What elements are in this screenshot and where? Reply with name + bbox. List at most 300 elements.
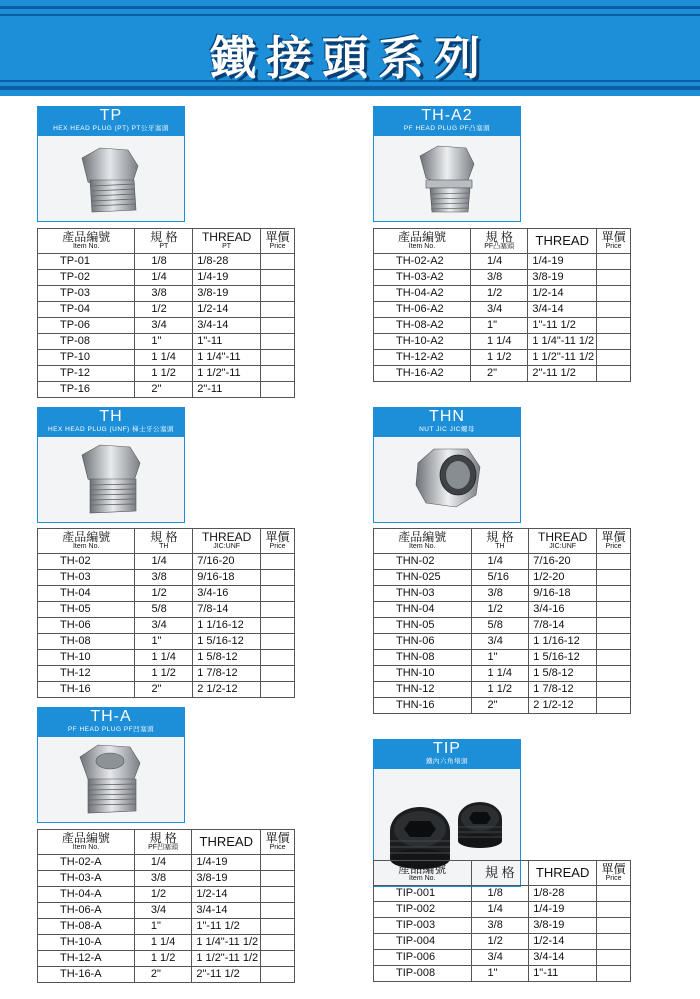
thread-cell: 3/8-19 bbox=[529, 918, 597, 934]
table-row bbox=[38, 634, 295, 650]
thread-cell: 1 1/2"-11 bbox=[193, 366, 261, 382]
size-cell: 2" bbox=[135, 682, 193, 698]
page-title: 鐵接頭系列 bbox=[210, 31, 490, 85]
price-cell bbox=[597, 334, 631, 350]
thread-cell: 1 7/8-12 bbox=[193, 666, 261, 682]
table-row bbox=[38, 919, 295, 935]
thread-cell: 3/4-14 bbox=[193, 318, 261, 334]
price-cell bbox=[261, 286, 295, 302]
item-no-cell: THN-10 bbox=[374, 666, 472, 682]
section-code: TH-A bbox=[90, 708, 132, 725]
price-cell bbox=[597, 270, 631, 286]
thread-cell: 3/4-14 bbox=[529, 950, 597, 966]
thread-cell: 1/2-14 bbox=[528, 286, 597, 302]
thread-cell: 1 1/4"-11 bbox=[193, 350, 261, 366]
size-cell: 1/8 bbox=[471, 886, 529, 902]
price-cell bbox=[597, 902, 631, 918]
size-cell: 1 1/2 bbox=[135, 666, 193, 682]
table-row bbox=[374, 666, 631, 682]
price-cell bbox=[261, 650, 295, 666]
column-header: THREAD bbox=[529, 861, 597, 886]
table-row bbox=[374, 302, 631, 318]
thread-cell: 3/4-16 bbox=[529, 602, 597, 618]
thread-cell: 1/4-19 bbox=[528, 254, 597, 270]
item-no-cell: TIP-008 bbox=[374, 966, 472, 982]
price-cell bbox=[261, 602, 295, 618]
price-cell bbox=[261, 554, 295, 570]
thread-cell: 3/8-19 bbox=[192, 871, 261, 887]
size-cell: 1/2 bbox=[470, 286, 527, 302]
size-cell: 3/8 bbox=[470, 270, 527, 286]
size-cell: 1 1/2 bbox=[134, 951, 191, 967]
price-cell bbox=[261, 682, 295, 698]
table-row bbox=[374, 918, 631, 934]
column-header: 產品編號 Item No. bbox=[374, 229, 471, 254]
column-header: 單價 Price bbox=[261, 229, 295, 254]
table-row bbox=[38, 967, 295, 983]
section-code: TH bbox=[99, 408, 123, 425]
table-row bbox=[374, 934, 631, 950]
thread-cell: 1/8-28 bbox=[529, 886, 597, 902]
size-cell: 3/4 bbox=[471, 950, 529, 966]
thread-cell: 3/8-19 bbox=[528, 270, 597, 286]
th-a2-spec-table bbox=[373, 228, 631, 382]
section-header bbox=[373, 106, 521, 136]
size-cell: 2" bbox=[471, 698, 529, 714]
thread-cell: 3/8-19 bbox=[193, 286, 261, 302]
item-no-cell: TH-06 bbox=[38, 618, 135, 634]
size-cell: 5/8 bbox=[135, 602, 193, 618]
size-cell: 1" bbox=[134, 919, 191, 935]
section-header bbox=[37, 407, 185, 437]
price-cell bbox=[597, 254, 631, 270]
price-cell bbox=[261, 254, 295, 270]
table-row bbox=[38, 951, 295, 967]
price-cell bbox=[597, 950, 631, 966]
size-cell: 1/2 bbox=[471, 602, 529, 618]
item-no-cell: THN-02 bbox=[374, 554, 472, 570]
thread-cell: 1 5/16-12 bbox=[529, 650, 597, 666]
size-cell: 1/2 bbox=[135, 586, 193, 602]
item-no-cell: TH-04-A bbox=[38, 887, 135, 903]
price-cell bbox=[597, 586, 631, 602]
tip-spec-table bbox=[373, 860, 631, 982]
table-row bbox=[374, 634, 631, 650]
price-cell bbox=[597, 918, 631, 934]
section-description: PF HEAD PLUG PF凸塞頭 bbox=[403, 125, 491, 132]
tp-spec-table bbox=[37, 228, 295, 398]
table-row bbox=[374, 698, 631, 714]
column-header: 規 格 TH bbox=[471, 529, 529, 554]
column-header: 單價 Price bbox=[597, 861, 631, 886]
item-no-cell: TH-05 bbox=[38, 602, 135, 618]
item-no-cell: TH-03 bbox=[38, 570, 135, 586]
price-cell bbox=[261, 887, 295, 903]
table-row bbox=[374, 366, 631, 382]
section-header bbox=[373, 739, 521, 769]
item-no-cell: TIP-002 bbox=[374, 902, 472, 918]
size-cell: 1 1/4 bbox=[135, 350, 193, 366]
price-cell bbox=[261, 903, 295, 919]
item-no-cell: TP-03 bbox=[38, 286, 135, 302]
item-no-cell: TIP-003 bbox=[374, 918, 472, 934]
size-cell: 1 1/4 bbox=[470, 334, 527, 350]
table-row bbox=[374, 286, 631, 302]
section-description: HEX HEAD PLUG (UNF) 梯士牙公塞頭 bbox=[47, 426, 175, 433]
size-cell: 1" bbox=[471, 966, 529, 982]
price-cell bbox=[261, 586, 295, 602]
table-row bbox=[374, 886, 631, 902]
price-cell bbox=[597, 350, 631, 366]
table-row bbox=[374, 554, 631, 570]
column-header: 單價 Price bbox=[261, 529, 295, 554]
column-header: 規 格 PF凹塞頭 bbox=[134, 830, 191, 855]
column-header: 規 格 TH bbox=[135, 529, 193, 554]
jic-nut-photo bbox=[373, 437, 521, 523]
thread-cell: 1/2-14 bbox=[193, 302, 261, 318]
thread-cell: 7/8-14 bbox=[529, 618, 597, 634]
item-no-cell: TH-02-A2 bbox=[374, 254, 471, 270]
thread-cell: 1/8-28 bbox=[193, 254, 261, 270]
item-no-cell: TH-06-A2 bbox=[374, 302, 471, 318]
item-no-cell: TIP-004 bbox=[374, 934, 472, 950]
thread-cell: 1 5/8-12 bbox=[193, 650, 261, 666]
item-no-cell: TIP-006 bbox=[374, 950, 472, 966]
price-cell bbox=[261, 350, 295, 366]
thread-cell: 1/2-20 bbox=[529, 570, 597, 586]
thread-cell: 1/4-19 bbox=[529, 902, 597, 918]
table-row bbox=[374, 682, 631, 698]
table-row bbox=[38, 586, 295, 602]
price-cell bbox=[261, 334, 295, 350]
section-code: TIP bbox=[433, 740, 461, 757]
size-cell: 1 1/2 bbox=[471, 682, 529, 698]
size-cell: 3/4 bbox=[135, 318, 193, 334]
table-row bbox=[374, 586, 631, 602]
size-cell: 3/8 bbox=[471, 586, 529, 602]
pf-raised-head-plug-photo bbox=[373, 136, 521, 222]
price-cell bbox=[597, 966, 631, 982]
table-row bbox=[38, 618, 295, 634]
price-cell bbox=[261, 871, 295, 887]
size-cell: 5/8 bbox=[471, 618, 529, 634]
table-row bbox=[38, 602, 295, 618]
price-cell bbox=[261, 919, 295, 935]
table-row bbox=[38, 650, 295, 666]
item-no-cell: TH-10-A2 bbox=[374, 334, 471, 350]
item-no-cell: TH-04 bbox=[38, 586, 135, 602]
price-cell bbox=[597, 318, 631, 334]
item-no-cell: TH-16-A2 bbox=[374, 366, 471, 382]
item-no-cell: TH-02 bbox=[38, 554, 135, 570]
thread-cell: 1 1/4"-11 1/2 bbox=[528, 334, 597, 350]
column-header: 產品編號 Item No. bbox=[374, 861, 472, 886]
thread-cell: 1"-11 1/2 bbox=[192, 919, 261, 935]
column-header: THREAD JIC:UNF bbox=[193, 529, 261, 554]
item-no-cell: TH-12-A2 bbox=[374, 350, 471, 366]
column-header: 產品編號 Item No. bbox=[374, 529, 472, 554]
section-header bbox=[37, 707, 185, 737]
price-cell bbox=[261, 951, 295, 967]
item-no-cell: TP-10 bbox=[38, 350, 135, 366]
table-row bbox=[38, 270, 295, 286]
table-row bbox=[374, 650, 631, 666]
item-no-cell: TH-10 bbox=[38, 650, 135, 666]
price-cell bbox=[261, 366, 295, 382]
thread-cell: 2 1/2-12 bbox=[529, 698, 597, 714]
section-code: THN bbox=[429, 408, 465, 425]
table-row bbox=[38, 871, 295, 887]
price-cell bbox=[597, 682, 631, 698]
price-cell bbox=[261, 618, 295, 634]
size-cell: 2" bbox=[134, 967, 191, 983]
size-cell: 3/8 bbox=[471, 918, 529, 934]
table-row bbox=[374, 270, 631, 286]
price-cell bbox=[597, 650, 631, 666]
price-cell bbox=[597, 666, 631, 682]
item-no-cell: THN-12 bbox=[374, 682, 472, 698]
size-cell: 3/8 bbox=[135, 570, 193, 586]
item-no-cell: THN-05 bbox=[374, 618, 472, 634]
table-row bbox=[38, 855, 295, 871]
thread-cell: 1"-11 1/2 bbox=[528, 318, 597, 334]
item-no-cell: TP-16 bbox=[38, 382, 135, 398]
price-cell bbox=[261, 570, 295, 586]
column-header: 規 格 PF凸塞頭 bbox=[470, 229, 527, 254]
column-header: THREAD bbox=[192, 830, 261, 855]
size-cell: 1/4 bbox=[135, 270, 193, 286]
item-no-cell: TP-02 bbox=[38, 270, 135, 286]
size-cell: 2" bbox=[470, 366, 527, 382]
column-header: 單價 Price bbox=[597, 529, 631, 554]
size-cell: 1 1/4 bbox=[471, 666, 529, 682]
size-cell: 1/4 bbox=[471, 902, 529, 918]
size-cell: 3/4 bbox=[134, 903, 191, 919]
thread-cell: 3/4-14 bbox=[528, 302, 597, 318]
section-header bbox=[373, 407, 521, 437]
column-header: 單價 Price bbox=[261, 830, 295, 855]
table-row bbox=[38, 302, 295, 318]
section-header bbox=[37, 106, 185, 136]
price-cell bbox=[261, 302, 295, 318]
item-no-cell: TH-02-A bbox=[38, 855, 135, 871]
th-a-spec-table bbox=[37, 829, 295, 983]
table-row bbox=[38, 903, 295, 919]
thread-cell: 7/8-14 bbox=[193, 602, 261, 618]
table-row bbox=[38, 254, 295, 270]
price-cell bbox=[261, 855, 295, 871]
thread-cell: 1 1/16-12 bbox=[529, 634, 597, 650]
item-no-cell: TH-03-A bbox=[38, 871, 135, 887]
item-no-cell: TH-08-A bbox=[38, 919, 135, 935]
thread-cell: 1"-11 bbox=[529, 966, 597, 982]
column-header: THREAD bbox=[528, 229, 597, 254]
thread-cell: 1 1/2"-11 1/2 bbox=[528, 350, 597, 366]
size-cell: 1/4 bbox=[135, 554, 193, 570]
item-no-cell: TH-16 bbox=[38, 682, 135, 698]
table-row bbox=[374, 602, 631, 618]
size-cell: 1 1/2 bbox=[470, 350, 527, 366]
size-cell: 1 1/4 bbox=[134, 935, 191, 951]
price-cell bbox=[597, 286, 631, 302]
item-no-cell: TH-03-A2 bbox=[374, 270, 471, 286]
table-row bbox=[38, 682, 295, 698]
table-row bbox=[374, 318, 631, 334]
thread-cell: 7/16-20 bbox=[193, 554, 261, 570]
table-row bbox=[38, 935, 295, 951]
column-header: THREAD JIC:UNF bbox=[529, 529, 597, 554]
thread-cell: 9/16-18 bbox=[193, 570, 261, 586]
column-header: 單價 Price bbox=[597, 229, 631, 254]
table-row bbox=[374, 570, 631, 586]
item-no-cell: TP-12 bbox=[38, 366, 135, 382]
size-cell: 1/4 bbox=[134, 855, 191, 871]
item-no-cell: TH-12-A bbox=[38, 951, 135, 967]
thread-cell: 1 5/8-12 bbox=[529, 666, 597, 682]
table-row bbox=[38, 666, 295, 682]
item-no-cell: THN-08 bbox=[374, 650, 472, 666]
table-row bbox=[374, 350, 631, 366]
table-row bbox=[38, 554, 295, 570]
thread-cell: 1 1/16-12 bbox=[193, 618, 261, 634]
price-cell bbox=[597, 602, 631, 618]
thread-cell: 1"-11 bbox=[193, 334, 261, 350]
section-code: TH-A2 bbox=[421, 107, 473, 124]
price-cell bbox=[597, 634, 631, 650]
size-cell: 3/4 bbox=[470, 302, 527, 318]
item-no-cell: TP-01 bbox=[38, 254, 135, 270]
thread-cell: 2"-11 1/2 bbox=[192, 967, 261, 983]
section-description: HEX HEAD PLUG (PT) PT公牙塞頭 bbox=[53, 125, 169, 132]
item-no-cell: TIP-001 bbox=[374, 886, 472, 902]
item-no-cell: TH-12 bbox=[38, 666, 135, 682]
thread-cell: 2"-11 1/2 bbox=[528, 366, 597, 382]
table-row bbox=[38, 887, 295, 903]
price-cell bbox=[261, 382, 295, 398]
column-header: 產品編號 Item No. bbox=[38, 830, 135, 855]
section-code: TP bbox=[99, 107, 123, 124]
size-cell: 1/4 bbox=[471, 554, 529, 570]
table-row bbox=[38, 570, 295, 586]
size-cell: 3/8 bbox=[134, 871, 191, 887]
table-row bbox=[38, 334, 295, 350]
price-cell bbox=[261, 634, 295, 650]
item-no-cell: TP-04 bbox=[38, 302, 135, 318]
table-row bbox=[38, 350, 295, 366]
pf-recessed-head-plug-photo bbox=[37, 737, 185, 823]
thread-cell: 1/2-14 bbox=[192, 887, 261, 903]
price-cell bbox=[261, 318, 295, 334]
thread-cell: 2 1/2-12 bbox=[193, 682, 261, 698]
item-no-cell: TH-10-A bbox=[38, 935, 135, 951]
thn-spec-table bbox=[373, 528, 631, 714]
item-no-cell: TH-04-A2 bbox=[374, 286, 471, 302]
price-cell bbox=[597, 302, 631, 318]
section-description: PF HEAD PLUG PF凹塞頭 bbox=[67, 726, 155, 733]
price-cell bbox=[597, 554, 631, 570]
price-cell bbox=[597, 570, 631, 586]
price-cell bbox=[261, 270, 295, 286]
thread-cell: 1/4-19 bbox=[193, 270, 261, 286]
size-cell: 1 1/2 bbox=[135, 366, 193, 382]
size-cell: 1" bbox=[471, 650, 529, 666]
thread-cell: 1 1/4"-11 1/2 bbox=[192, 935, 261, 951]
item-no-cell: TH-06-A bbox=[38, 903, 135, 919]
item-no-cell: THN-025 bbox=[374, 570, 472, 586]
price-cell bbox=[261, 967, 295, 983]
table-row bbox=[38, 286, 295, 302]
table-row bbox=[38, 382, 295, 398]
column-header: 產品編號 Item No. bbox=[38, 229, 135, 254]
section-description: NUT JIC JIC螺母 bbox=[419, 426, 475, 433]
table-row bbox=[374, 618, 631, 634]
price-cell bbox=[597, 886, 631, 902]
price-cell bbox=[597, 366, 631, 382]
size-cell: 1/4 bbox=[470, 254, 527, 270]
item-no-cell: TP-08 bbox=[38, 334, 135, 350]
size-cell: 1" bbox=[135, 334, 193, 350]
item-no-cell: THN-16 bbox=[374, 698, 472, 714]
size-cell: 1/8 bbox=[135, 254, 193, 270]
table-row bbox=[374, 254, 631, 270]
table-row bbox=[374, 334, 631, 350]
column-header: THREAD PT bbox=[193, 229, 261, 254]
size-cell: 1/2 bbox=[134, 887, 191, 903]
price-cell bbox=[597, 618, 631, 634]
table-row bbox=[374, 966, 631, 982]
column-header: 產品編號 Item No. bbox=[38, 529, 135, 554]
size-cell: 1/2 bbox=[135, 302, 193, 318]
thread-cell: 3/4-16 bbox=[193, 586, 261, 602]
price-cell bbox=[597, 934, 631, 950]
section-description: 鐵內六角堵頭 bbox=[426, 758, 468, 765]
thread-cell: 1 5/16-12 bbox=[193, 634, 261, 650]
size-cell: 3/8 bbox=[135, 286, 193, 302]
thread-cell: 7/16-20 bbox=[529, 554, 597, 570]
item-no-cell: TP-06 bbox=[38, 318, 135, 334]
item-no-cell: TH-08-A2 bbox=[374, 318, 471, 334]
size-cell: 3/4 bbox=[135, 618, 193, 634]
item-no-cell: THN-03 bbox=[374, 586, 472, 602]
item-no-cell: THN-06 bbox=[374, 634, 472, 650]
thread-cell: 3/4-14 bbox=[192, 903, 261, 919]
thread-cell: 1 7/8-12 bbox=[529, 682, 597, 698]
item-no-cell: TH-08 bbox=[38, 634, 135, 650]
size-cell: 2" bbox=[135, 382, 193, 398]
hex-head-plug-pt-photo bbox=[37, 136, 185, 222]
th-spec-table bbox=[37, 528, 295, 698]
thread-cell: 9/16-18 bbox=[529, 586, 597, 602]
column-header: 規 格 PT bbox=[135, 229, 193, 254]
size-cell: 1/2 bbox=[471, 934, 529, 950]
thread-cell: 1/4-19 bbox=[192, 855, 261, 871]
title-banner bbox=[0, 0, 700, 96]
column-header: 規 格 bbox=[471, 861, 529, 886]
size-cell: 1" bbox=[135, 634, 193, 650]
price-cell bbox=[261, 666, 295, 682]
table-row bbox=[38, 366, 295, 382]
thread-cell: 1/2-14 bbox=[529, 934, 597, 950]
item-no-cell: TH-16-A bbox=[38, 967, 135, 983]
size-cell: 1 1/4 bbox=[135, 650, 193, 666]
table-row bbox=[38, 318, 295, 334]
hex-head-plug-unf-photo bbox=[37, 437, 185, 523]
size-cell: 5/16 bbox=[471, 570, 529, 586]
size-cell: 1" bbox=[470, 318, 527, 334]
size-cell: 3/4 bbox=[471, 634, 529, 650]
thread-cell: 2"-11 bbox=[193, 382, 261, 398]
item-no-cell: THN-04 bbox=[374, 602, 472, 618]
